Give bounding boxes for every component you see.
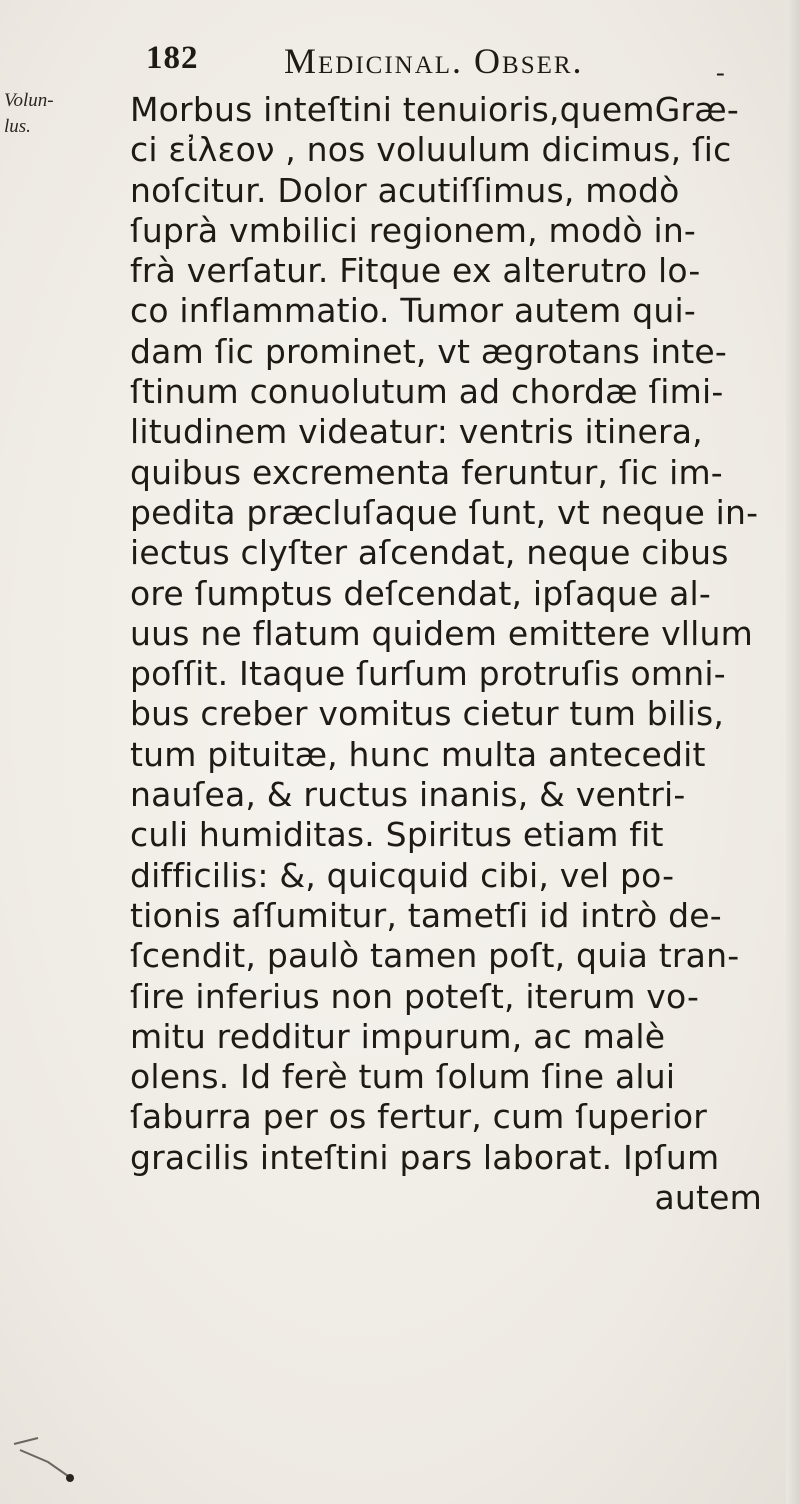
text-line: ſire inferius non poteſt, iterum vo- [130, 976, 700, 1016]
margin-note-line: Volun- [4, 90, 54, 111]
text-line: bus creber vomitus cietur tum bilis, [130, 694, 725, 734]
page-number: 182 [146, 40, 199, 76]
text-line: gracilis inteſtini pars laborat. Ipſum [130, 1137, 720, 1177]
text-line: ſaburra per os fertur, cum ſuperior [130, 1097, 708, 1137]
margin-note-line: lus. [4, 116, 31, 137]
text-line: difficilis: &, quicquid cibi, vel po- [130, 855, 675, 895]
catchword: autem [654, 1178, 762, 1218]
text-line: iectus clyſter aſcendat, neque cibus [130, 533, 729, 573]
text-line: nauſea, & ructus inanis, & ventri- [130, 775, 686, 815]
text-line: pedita præcluſaque ſunt, vt neque in- [130, 492, 759, 532]
page-header [146, 40, 766, 90]
text-line: Morbus inteſtini tenuioris,quemGræ- [130, 90, 740, 129]
text-line: uus ne flatum quidem emittere vllum [130, 613, 753, 653]
ink-mark-icon [8, 1432, 88, 1492]
text-line: ore ſumptus deſcendat, ipſaque al- [130, 573, 712, 613]
text-line: co inflammatio. Tumor autem qui- [130, 291, 696, 331]
text-line: tionis aſſumitur, tametſi id intrò de- [130, 895, 722, 935]
text-line: frà verſatur. Fitque ex alterutro lo- [130, 251, 701, 291]
text-line: dam ſic prominet, vt ægrotans inte- [130, 331, 727, 371]
text-line: quibus excrementa feruntur, ſic im- [130, 452, 723, 492]
text-line: ſcendit, paulò tamen poſt, quia tran- [130, 936, 740, 976]
text-line: tum pituitæ, hunc multa antecedit [130, 734, 706, 774]
text-line: ſtinum conuolutum ad chordæ ſimi- [130, 372, 724, 412]
text-line: poſſit. Itaque ſurſum protruſis omni- [130, 654, 726, 694]
margin-note [4, 88, 64, 140]
text-line: mitu redditur impurum, ac malè [130, 1016, 666, 1056]
text-line: ci εἰλεον , nos voluulum dicimus, ſic [130, 130, 732, 170]
text-line: ſuprà vmbilici regionem, modò in- [130, 210, 697, 250]
header-mark: - [716, 58, 725, 87]
running-head: Medicinal. Obser. [284, 41, 584, 81]
text-line: litudinem videatur: ventris itinera, [130, 412, 703, 452]
text-line: culi humiditas. Spiritus etiam fit [130, 815, 664, 855]
body-text [130, 90, 790, 1218]
text-line: noſcitur. Dolor acutiſſimus, modò [130, 170, 680, 210]
text-line: olens. Id ferè tum ſolum ſine alui [130, 1057, 676, 1097]
